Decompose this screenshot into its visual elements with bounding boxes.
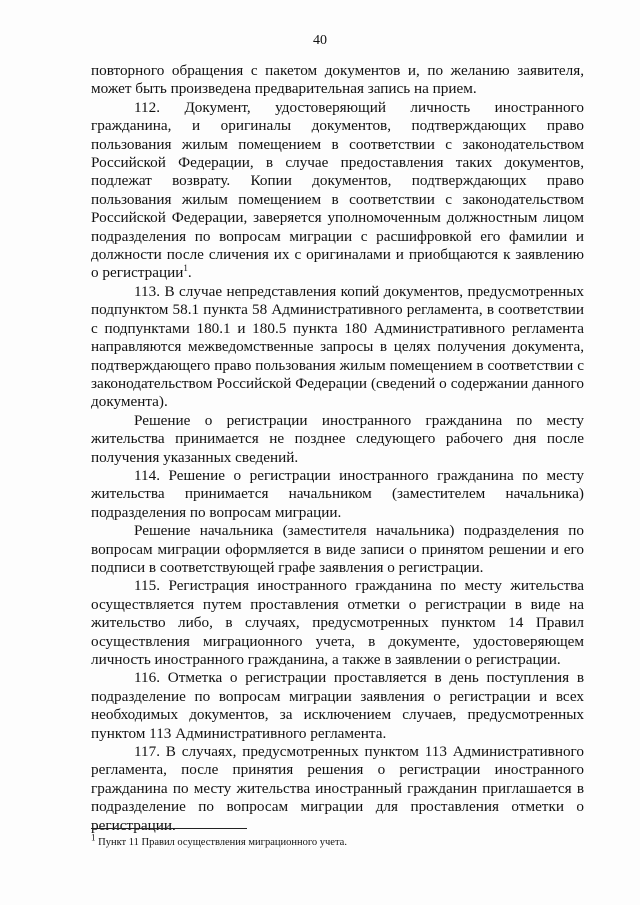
footnote-text: Пункт 11 Правил осуществления миграционного учета. (98, 837, 347, 848)
paragraph-116: 116. Отметка о регистрации проставляется в день поступления в подразделение по вопросам миграции заявления о регистрации и всех необходимых документов, за исключением случаев, предусмотренных пунктом 113 Административного регламента. (91, 669, 584, 742)
page-number: 40 (313, 33, 327, 48)
footnote-mark: 1 (91, 832, 96, 843)
footnote-reference: 1 (183, 263, 188, 274)
paragraph-114: 114. Решение о регистрации иностранного гражданина по месту жительства принимается начальником (заместителем начальника) подразделения по вопросам миграции. (91, 466, 584, 521)
paragraph-continuation: повторного обращения с пакетом документов и, по желанию заявителя, может быть произведена предварительная запись на прием. (91, 62, 584, 98)
footnote-divider (91, 828, 247, 829)
paragraph-114-decision: Решение начальника (заместителя начальника) подразделения по вопросам миграции оформляется в виде записи о принятом решении и его подписи в соответствующей графе заявления о регистрации. (91, 522, 584, 576)
paragraph-115: 115. Регистрация иностранного гражданина по месту жительства осуществляется путем проставления отметки о регистрации в виде на жительство либо, в случаях, предусмотренных пунктом 14 Правил осуществления миграционного учета, в документе, удостоверяющем личность иностранного гражданина, а также в заявлении о регистрации. (91, 577, 584, 668)
footnote (91, 832, 584, 849)
paragraph-113: 113. В случае непредставления копий документов, предусмотренных подпунктом 58.1 пункта 58 Административного регламента, в соответствии с подпунктами 180.1 и 180.5 пункта 180 Административного регламента направляются межведомственные запросы в целях получения документа, подтверждающего право пользования жилым помещением в соответствии с законодательством Российской Федерации (сведений о содержании данного документа). (91, 282, 584, 411)
paragraph-113-decision: Решение о регистрации иностранного гражданина по месту жительства принимается не позднее следующего рабочего дня после получения указанных сведений. (91, 411, 584, 466)
paragraph-117: 117. В случаях, предусмотренных пунктом 113 Административного регламента, после принятия решения о регистрации иностранного гражданина по месту жительства иностранный гражданин приглашается в подразделение по вопросам миграции для проставления отметки о регистрации. (91, 743, 584, 834)
paragraph-112: 112. Документ, удостоверяющий личность иностранного гражданина, и оригиналы документов, подтверждающих право пользования жилым помещением в соответствии с законодательством Российской Федерации, в случае предоставления таких документов, подлежат возврату. Копии документов, подтверждающих право пользования жилым помещением в соответствии с законодательством Российской Федерации, заверяется уполномоченным должностным лицом подразделения по вопросам миграции с расшифровкой его фамилии и должности после сличения их с оригиналами и приобщаются к заявлению о регистрации$^1$. (91, 98, 584, 282)
document-body (91, 62, 584, 835)
